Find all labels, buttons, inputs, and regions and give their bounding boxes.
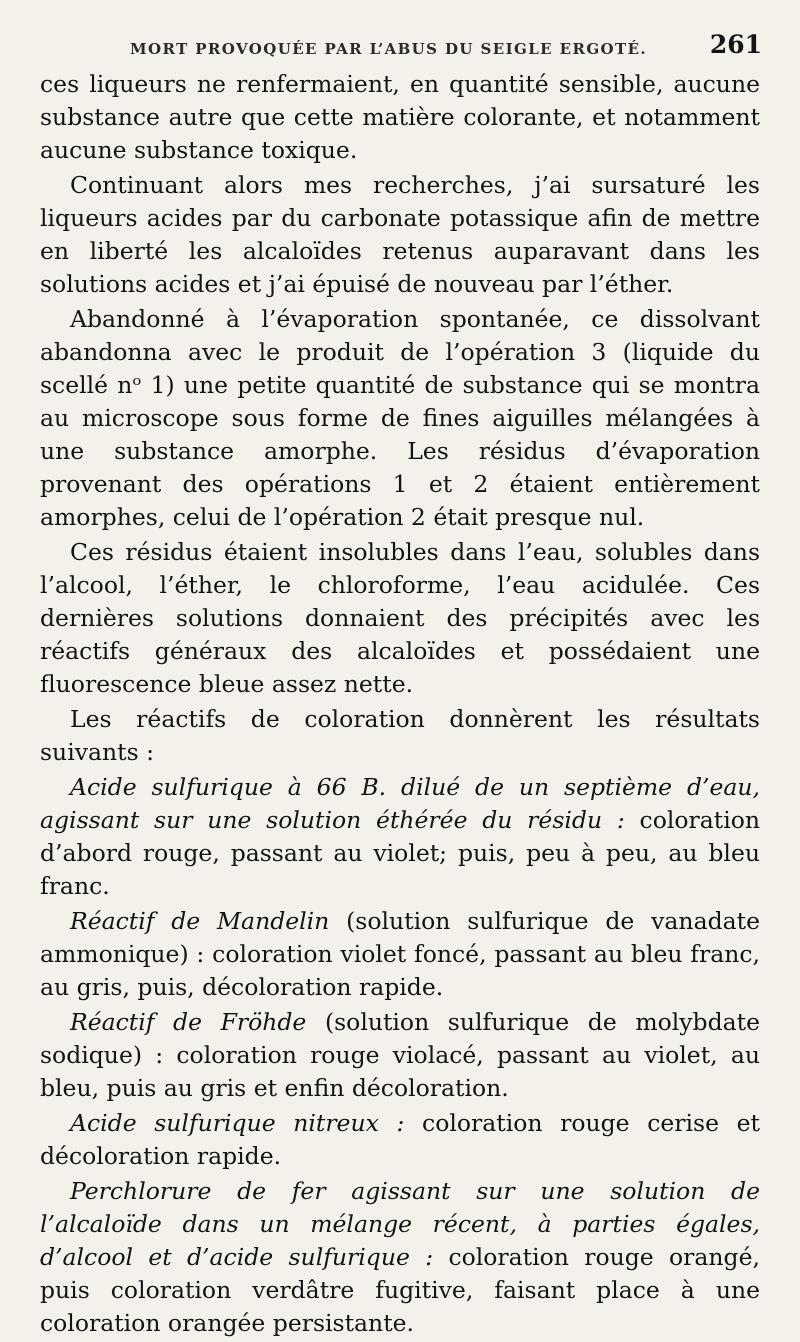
reagent-name: Acide sulfurique à 66 B. dilué de un septième d’eau, agissant sur une solution éthérée du résidu : — [40, 773, 760, 834]
paragraph-text: Continuant alors mes recherches, j’ai sursaturé les liqueurs acides par du carbonate potassique afin de mettre en liberté les alcaloïdes retenus auparavant dans les solutions acides et j’ai épuisé de nouveau par l’éther. — [40, 171, 760, 298]
reaction-result: coloration d’abord rouge, passant au violet; puis, peu à peu, au bleu franc. — [40, 806, 760, 900]
reaction-result: coloration rouge orangé, puis coloration verdâtre fugitive, faisant place à une coloration orangée persistante. — [40, 1243, 760, 1337]
paragraph-text: Ces résidus étaient insolubles dans l’eau, solubles dans l’alcool, l’éther, le chloroforme, l’eau acidulée. Ces dernières solutions donnaient des précipités avec les réactifs généraux des alcaloïdes et possédaient une fluorescence bleue assez nette. — [40, 538, 760, 698]
reaction-result: coloration rouge cerise et décoloration rapide. — [40, 1109, 760, 1170]
paragraph-text: Les réactifs de coloration donnèrent les résultats suivants : — [40, 705, 760, 766]
reagent-name: Perchlorure de fer agissant sur une solution de l’alcaloïde dans un mélange récent, à parties égales, d’alcool et d’acide sulfurique : — [40, 1177, 760, 1271]
paragraph-text: ces liqueurs ne renfermaient, en quantité sensible, aucune substance autre que cette matière colorante, et notamment aucune substance toxique. — [40, 70, 760, 164]
paragraph-5 — [40, 703, 760, 769]
reagent-name: Réactif de Mandelin — [70, 907, 330, 935]
running-title: MORT PROVOQUÉE PAR L’ABUS DU SEIGLE ERGOTÉ. — [130, 40, 648, 58]
page-number: 261 — [709, 30, 762, 59]
reaction-result: (solution sulfurique de vanadate ammonique) : coloration violet foncé, passant au bleu franc, au gris, puis, décoloration rapide. — [40, 907, 760, 1001]
reaction-ferric-chloride — [40, 1175, 760, 1340]
reaction-sulfuric-acid — [40, 771, 760, 903]
reaction-mandelin — [40, 905, 760, 1004]
reagent-name: Acide sulfurique nitreux : — [70, 1109, 405, 1137]
paragraph-3 — [40, 303, 760, 534]
reagent-name: Réactif de Fröhde — [70, 1008, 307, 1036]
paragraph-1 — [40, 68, 760, 167]
paragraph-2 — [40, 169, 760, 301]
paragraph-text: Abandonné à l’évaporation spontanée, ce dissolvant abandonna avec le produit de l’opération 3 (liquide du scellé nᵒ 1) une petite quantité de substance qui se montra au microscope sous forme de fines aiguilles mélangées à une substance amorphe. Les résidus d’évaporation provenant des opérations 1 et 2 étaient entièrement amorphes, celui de l’opération 2 était presque nul. — [40, 305, 760, 531]
reaction-nitrous-sulfuric-acid — [40, 1107, 760, 1173]
body-text — [40, 68, 760, 1342]
reaction-result: (solution sulfurique de molybdate sodique) : coloration rouge violacé, passant au violet, au bleu, puis au gris et enfin décoloration. — [40, 1008, 760, 1102]
reaction-frohde — [40, 1006, 760, 1105]
paragraph-4 — [40, 536, 760, 701]
page-header — [130, 30, 762, 66]
